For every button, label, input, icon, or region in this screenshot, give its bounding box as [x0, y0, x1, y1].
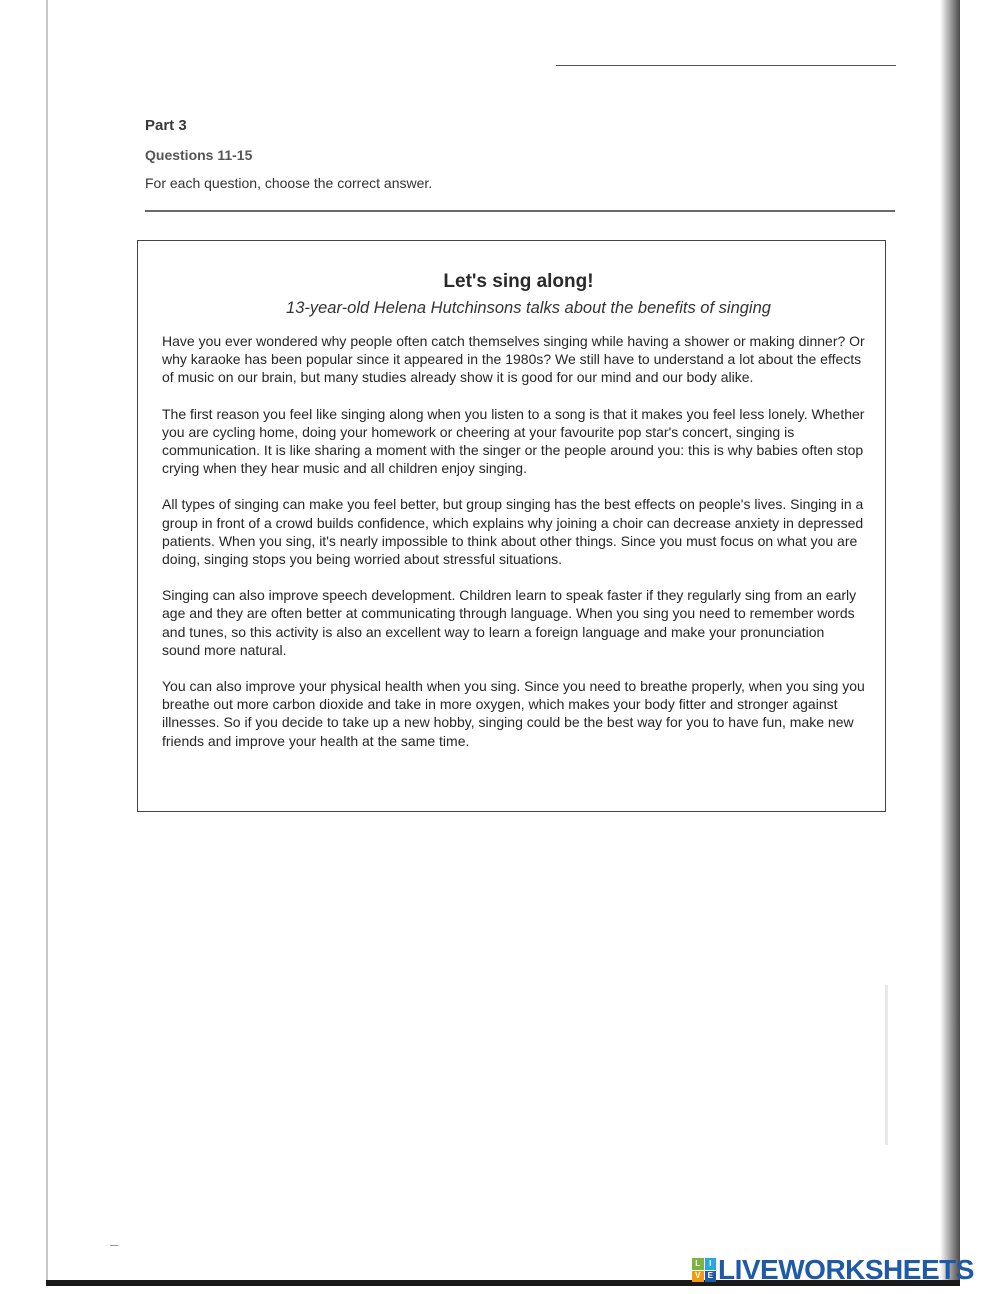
page-mark [110, 1245, 118, 1246]
scan-edge-right-light [885, 985, 888, 1145]
article-paragraph-2: The first reason you feel like singing along when you listen to a song is that it makes you feel less lonely. Whether you are cycling home, doing your homework or cheering at your favourite pop star's concert, singing is communication. It is like sharing a moment with the singer or the people around you: this is why babies often stop crying when they hear music and all children enjoy singing. [162, 405, 865, 477]
article-box [137, 240, 886, 812]
article-paragraph-5: You can also improve your physical health when you sing. Since you need to breathe properly, when you sing you breathe out more carbon dioxide and take in more oxygen, which makes your body fitter and stronger against illnesses. So if you decide to take up a new hobby, singing could be the best way for you to have fun, make new friends and improve your health at the same time. [162, 678, 865, 749]
top-rule [556, 65, 896, 66]
instructions: For each question, choose the correct answer. [145, 175, 433, 191]
scan-edge-left [46, 0, 48, 1280]
instructions-rule [145, 210, 895, 212]
article-paragraph-1: Have you ever wondered why people often catch themselves singing while having a shower or making dinner? Or why karaoke has been popular since it appeared in the 1980s? We still have to understand a lot about the effects of music on our brain, but many studies already show it is good for our mind and our body alike. [162, 333, 865, 386]
liveworksheets-logo-text: LIVEWORKSHEETS [718, 1254, 974, 1285]
article-paragraph-3: All types of singing can make you feel better, but group singing has the best effects on people's lives. Singing in a group in front of a crowd builds confidence, which explains why joining a choir can decrease anxiety in depressed patients. When you sing, it's nearly impossible to think about other things. Since you must focus on what you are doing, singing stops you being worried about stressful situations. [162, 496, 864, 568]
logo-mark-letter: L [692, 1258, 704, 1270]
liveworksheets-logo [692, 1255, 974, 1285]
liveworksheets-mark-icon [692, 1258, 716, 1282]
article-paragraph-4: Singing can also improve speech development. Children learn to speak faster if they regularly sing from an early age and they are often better at communicating through language. When you sing you need to remember words and tunes, so this activity is also an excellent way to learn a foreign language and make your pronunciation sound more natural. [162, 587, 857, 658]
article-subtitle: 13-year-old Helena Hutchinsons talks about the benefits of singing [286, 299, 771, 317]
questions-range: Questions 11-15 [145, 147, 253, 163]
part-title: Part 3 [145, 117, 187, 134]
logo-mark-letter: E [705, 1271, 717, 1283]
logo-mark-letter: V [692, 1271, 704, 1283]
article-title: Let's sing along! [443, 271, 594, 292]
logo-mark-letter: I [705, 1258, 717, 1270]
scan-edge-right [940, 0, 960, 1284]
